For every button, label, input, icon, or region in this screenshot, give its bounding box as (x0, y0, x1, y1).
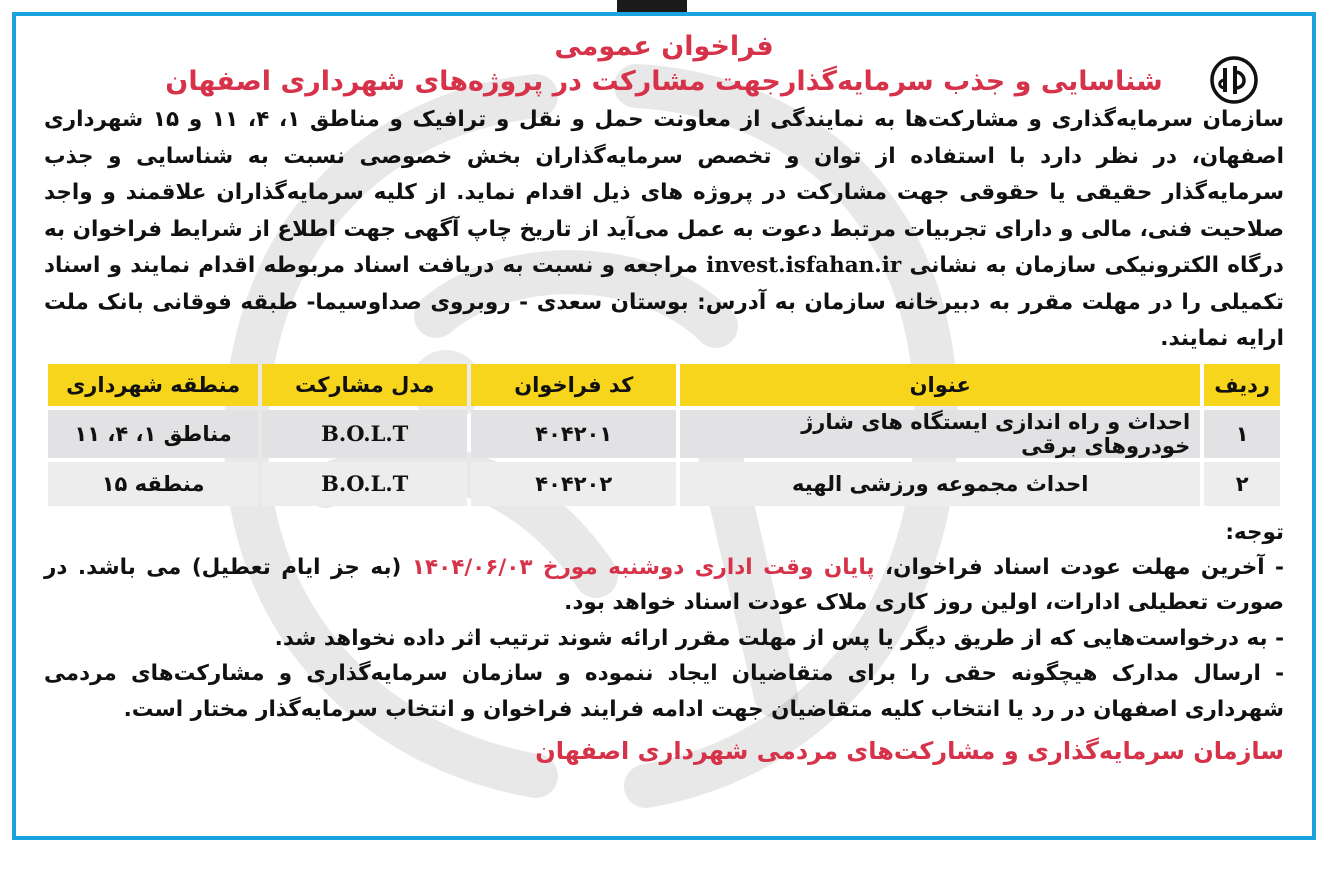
col-header-title: عنوان (680, 364, 1200, 406)
cell-title: احداث و راه اندازی ایستگاه های شارژ خودروهای برقی (680, 410, 1200, 458)
intro-part-1: سازمان سرمایه‌گذاری و مشارکت‌ها به نمایندگی از معاونت حمل و نقل و ترافیک و مناطق ۱، ۴، ۱۱ و ۱۵ شهرداری اصفهان، در نظر دارد با استفاده از توان و تخصص سرمایه‌گذاران بخش خصوصی نسبت به شناسایی و جذب سرمایه‌گذار حقیقی یا حقوقی جهت مشارکت در پروژه های ذیل اقدام نماید. از کلیه سرمایه‌گذاران علاقمند و واجد صلاحیت فنی، مالی و دارای تجربیات مرتبط دعوت به عمل می‌آید از تاریخ چاپ آگهی جهت اطلاع از شرایط فراخوان به درگاه الکترونیکی سازمان به نشانی (44, 107, 1284, 278)
note-deadline-prefix: - آخرین مهلت عودت اسناد فراخوان، (885, 554, 1284, 580)
intro-paragraph (44, 102, 1284, 358)
table-header-row (48, 364, 1280, 406)
top-tab-marker (617, 0, 687, 12)
note-rights: - ارسال مدارک هیچگونه حقی را برای متقاضیان ایجاد ننموده و سازمان سرمایه‌گذاری و مشارکت‌های مردمی شهرداری اصفهان در رد یا انتخاب کلیه متقاضیان جهت ادامه فرایند فراخوان و انتخاب سرمایه‌گذار مختار است. (44, 661, 1284, 722)
cell-code: ۴۰۴۲۰۱ (471, 410, 676, 458)
announcement-frame (12, 12, 1316, 840)
note-deadline (44, 550, 1284, 621)
portal-url: invest.isfahan.ir (706, 253, 902, 278)
cell-row-number: ۲ (1204, 462, 1280, 506)
note-deadline-suffix: (به جز ایام تعطیل) می باشد. در صورت تعطیلی ادارات، اولین روز کاری ملاک عودت اسناد خواهد بود. (44, 554, 1284, 615)
organization-signature: سازمان سرمایه‌گذاری و مشارکت‌های مردمی شهرداری اصفهان (535, 737, 1284, 765)
cell-zone: منطقه ۱۵ (48, 462, 258, 506)
cell-row-number: ۱ (1204, 410, 1280, 458)
col-header-row-number: ردیف (1204, 364, 1280, 406)
announcement-subtitle: شناسایی و جذب سرمایه‌گذارجهت مشارکت در پروژه‌های شهرداری اصفهان (165, 66, 1163, 97)
notes-heading: توجه: (1225, 519, 1284, 545)
cell-code: ۴۰۴۲۰۲ (471, 462, 676, 506)
announcement-title: فراخوان عمومی (554, 31, 774, 62)
col-header-zone: منطقه شهرداری (48, 364, 258, 406)
table-row (48, 410, 1280, 458)
col-header-code: کد فراخوان (471, 364, 676, 406)
cell-title: احداث مجموعه ورزشی الهیه (680, 462, 1200, 506)
cell-zone: مناطق ۱، ۴، ۱۱ (48, 410, 258, 458)
col-header-model: مدل مشارکت (262, 364, 467, 406)
cell-model: B.O.L.T (262, 410, 467, 458)
table-row (48, 462, 1280, 506)
cell-model: B.O.L.T (262, 462, 467, 506)
projects-table (44, 360, 1284, 510)
intro-part-2: مراجعه و نسبت به دریافت اسناد مربوطه اقدام نمایند و اسناد تکمیلی را در مهلت مقرر به دبیرخانه سازمان به آدرس: بوستان سعدی - روبروی صداوسیما- طبقه فوقانی بانک ملت ارایه نمایند. (44, 253, 1284, 351)
note-late-requests: - به درخواست‌هایی که از طریق دیگر یا پس از مهلت مقرر ارائه شوند ترتیب اثر داده نخواهد شد. (274, 625, 1284, 651)
announcement-content (44, 30, 1284, 771)
deadline-highlight: پایان وقت اداری دوشنبه مورخ ۱۴۰۴/۰۶/۰۳ (411, 554, 875, 580)
